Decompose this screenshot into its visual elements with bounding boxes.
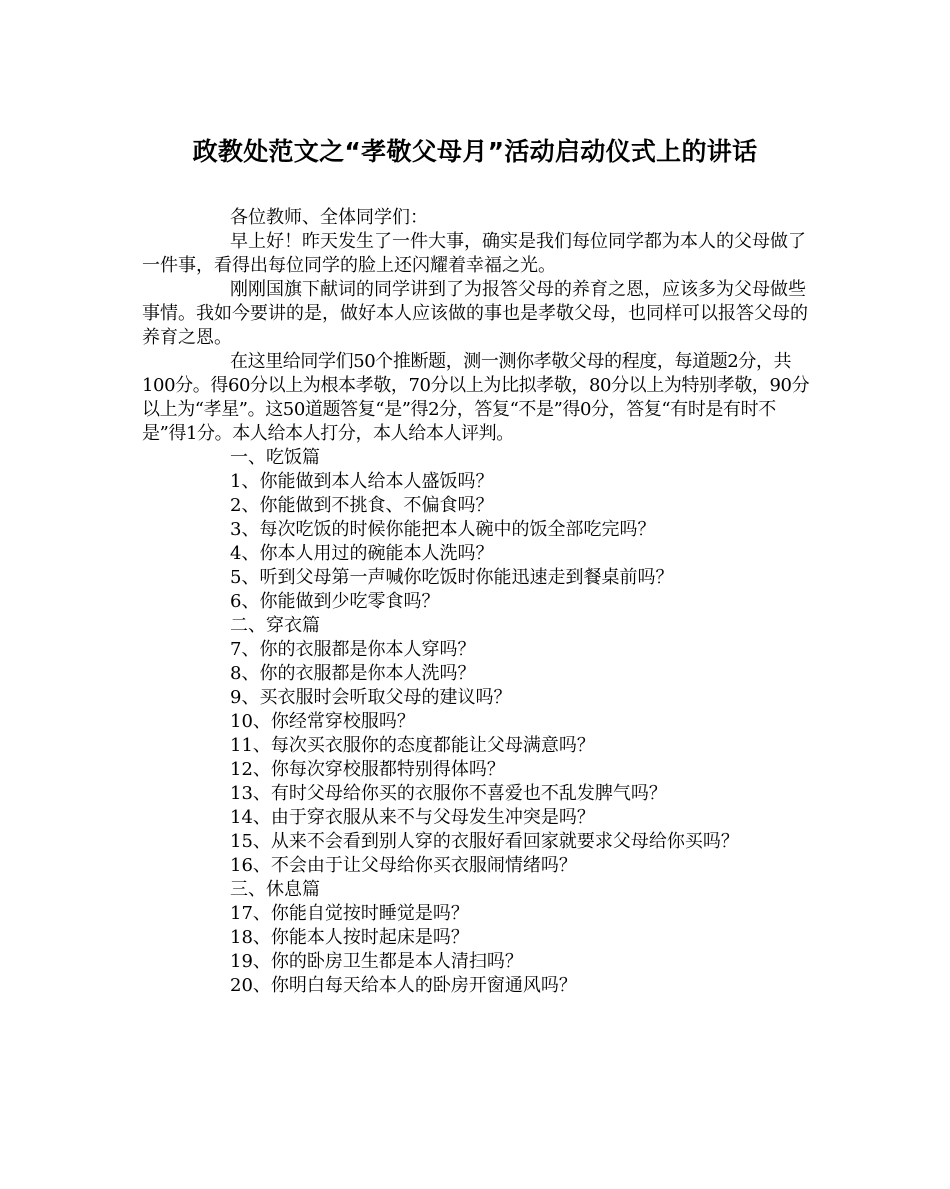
- question-item: 17、你能自觉按时睡觉是吗？: [230, 903, 469, 924]
- question-item: 5、听到父母第一声喊你吃饭时你能迅速走到餐桌前吗？: [230, 567, 674, 588]
- question-item: 1、你能做到本人给本人盛饭吗？: [230, 471, 494, 492]
- question-item: 16、不会由于让父母给你买衣服闹情绪吗？: [230, 855, 577, 876]
- paragraph-quiz-rules: 在这里给同学们50个推断题，测一测你孝敬父母的程度，每道题2分，共100分。得60分以上为根本孝敬，70分以上为比拟孝敬，80分以上为特别孝敬，90分以上为“孝星”。这50道题答复“是”得2分，答复“不是”得0分，答复“有时是有时不是”得1分。本人给本人打分，本人给本人评判。: [142, 351, 810, 444]
- section-heading: 一、吃饭篇: [230, 447, 320, 468]
- question-item: 4、你本人用过的碗能本人洗吗？: [230, 543, 494, 564]
- question-item: 20、你明白每天给本人的卧房开窗通风吗？: [230, 975, 577, 996]
- question-item: 6、你能做到少吃零食吗？: [230, 591, 440, 612]
- question-item: 12、你每次穿校服都特别得体吗？: [230, 759, 505, 780]
- question-item: 2、你能做到不挑食、不偏食吗？: [230, 495, 494, 516]
- salutation: 各位教师、全体同学们：: [230, 207, 428, 228]
- section-heading: 三、休息篇: [230, 879, 320, 900]
- paragraph-greeting: 早上好！昨天发生了一件大事，确实是我们每位同学都为本人的父母做了一件事，看得出每位同学的脸上还闪耀着幸福之光。: [142, 231, 806, 276]
- question-item: 15、从来不会看到别人穿的衣服好看回家就要求父母给你买吗？: [230, 831, 739, 852]
- section-heading: 二、穿衣篇: [230, 615, 320, 636]
- question-item: 18、你能本人按时起床是吗？: [230, 927, 469, 948]
- question-item: 13、有时父母给你买的衣服你不喜爱也不乱发脾气吗？: [230, 783, 667, 804]
- question-item: 7、你的衣服都是你本人穿吗？: [230, 639, 476, 660]
- document-title: 政教处范文之“孝敬父母月”活动启动仪式上的讲话: [192, 137, 758, 166]
- question-item: 10、你经常穿校服吗？: [230, 711, 415, 732]
- document-body: [142, 206, 812, 998]
- paragraph-flag-speech: 刚刚国旗下献词的同学讲到了为报答父母的养育之恩，应该多为父母做些事情。我如今要讲的是，做好本人应该做的事也是孝敬父母，也同样可以报答父母的养育之恩。: [142, 279, 808, 348]
- question-item: 8、你的衣服都是你本人洗吗？: [230, 663, 476, 684]
- question-item: 9、买衣服时会听取父母的建议吗？: [230, 687, 512, 708]
- question-item: 14、由于穿衣服从来不与父母发生冲突是吗？: [230, 807, 595, 828]
- question-item: 3、每次吃饭的时候你能把本人碗中的饭全部吃完吗？: [230, 519, 656, 540]
- question-item: 11、每次买衣服你的态度都能让父母满意吗？: [230, 735, 595, 756]
- question-item: 19、你的卧房卫生都是本人清扫吗？: [230, 951, 523, 972]
